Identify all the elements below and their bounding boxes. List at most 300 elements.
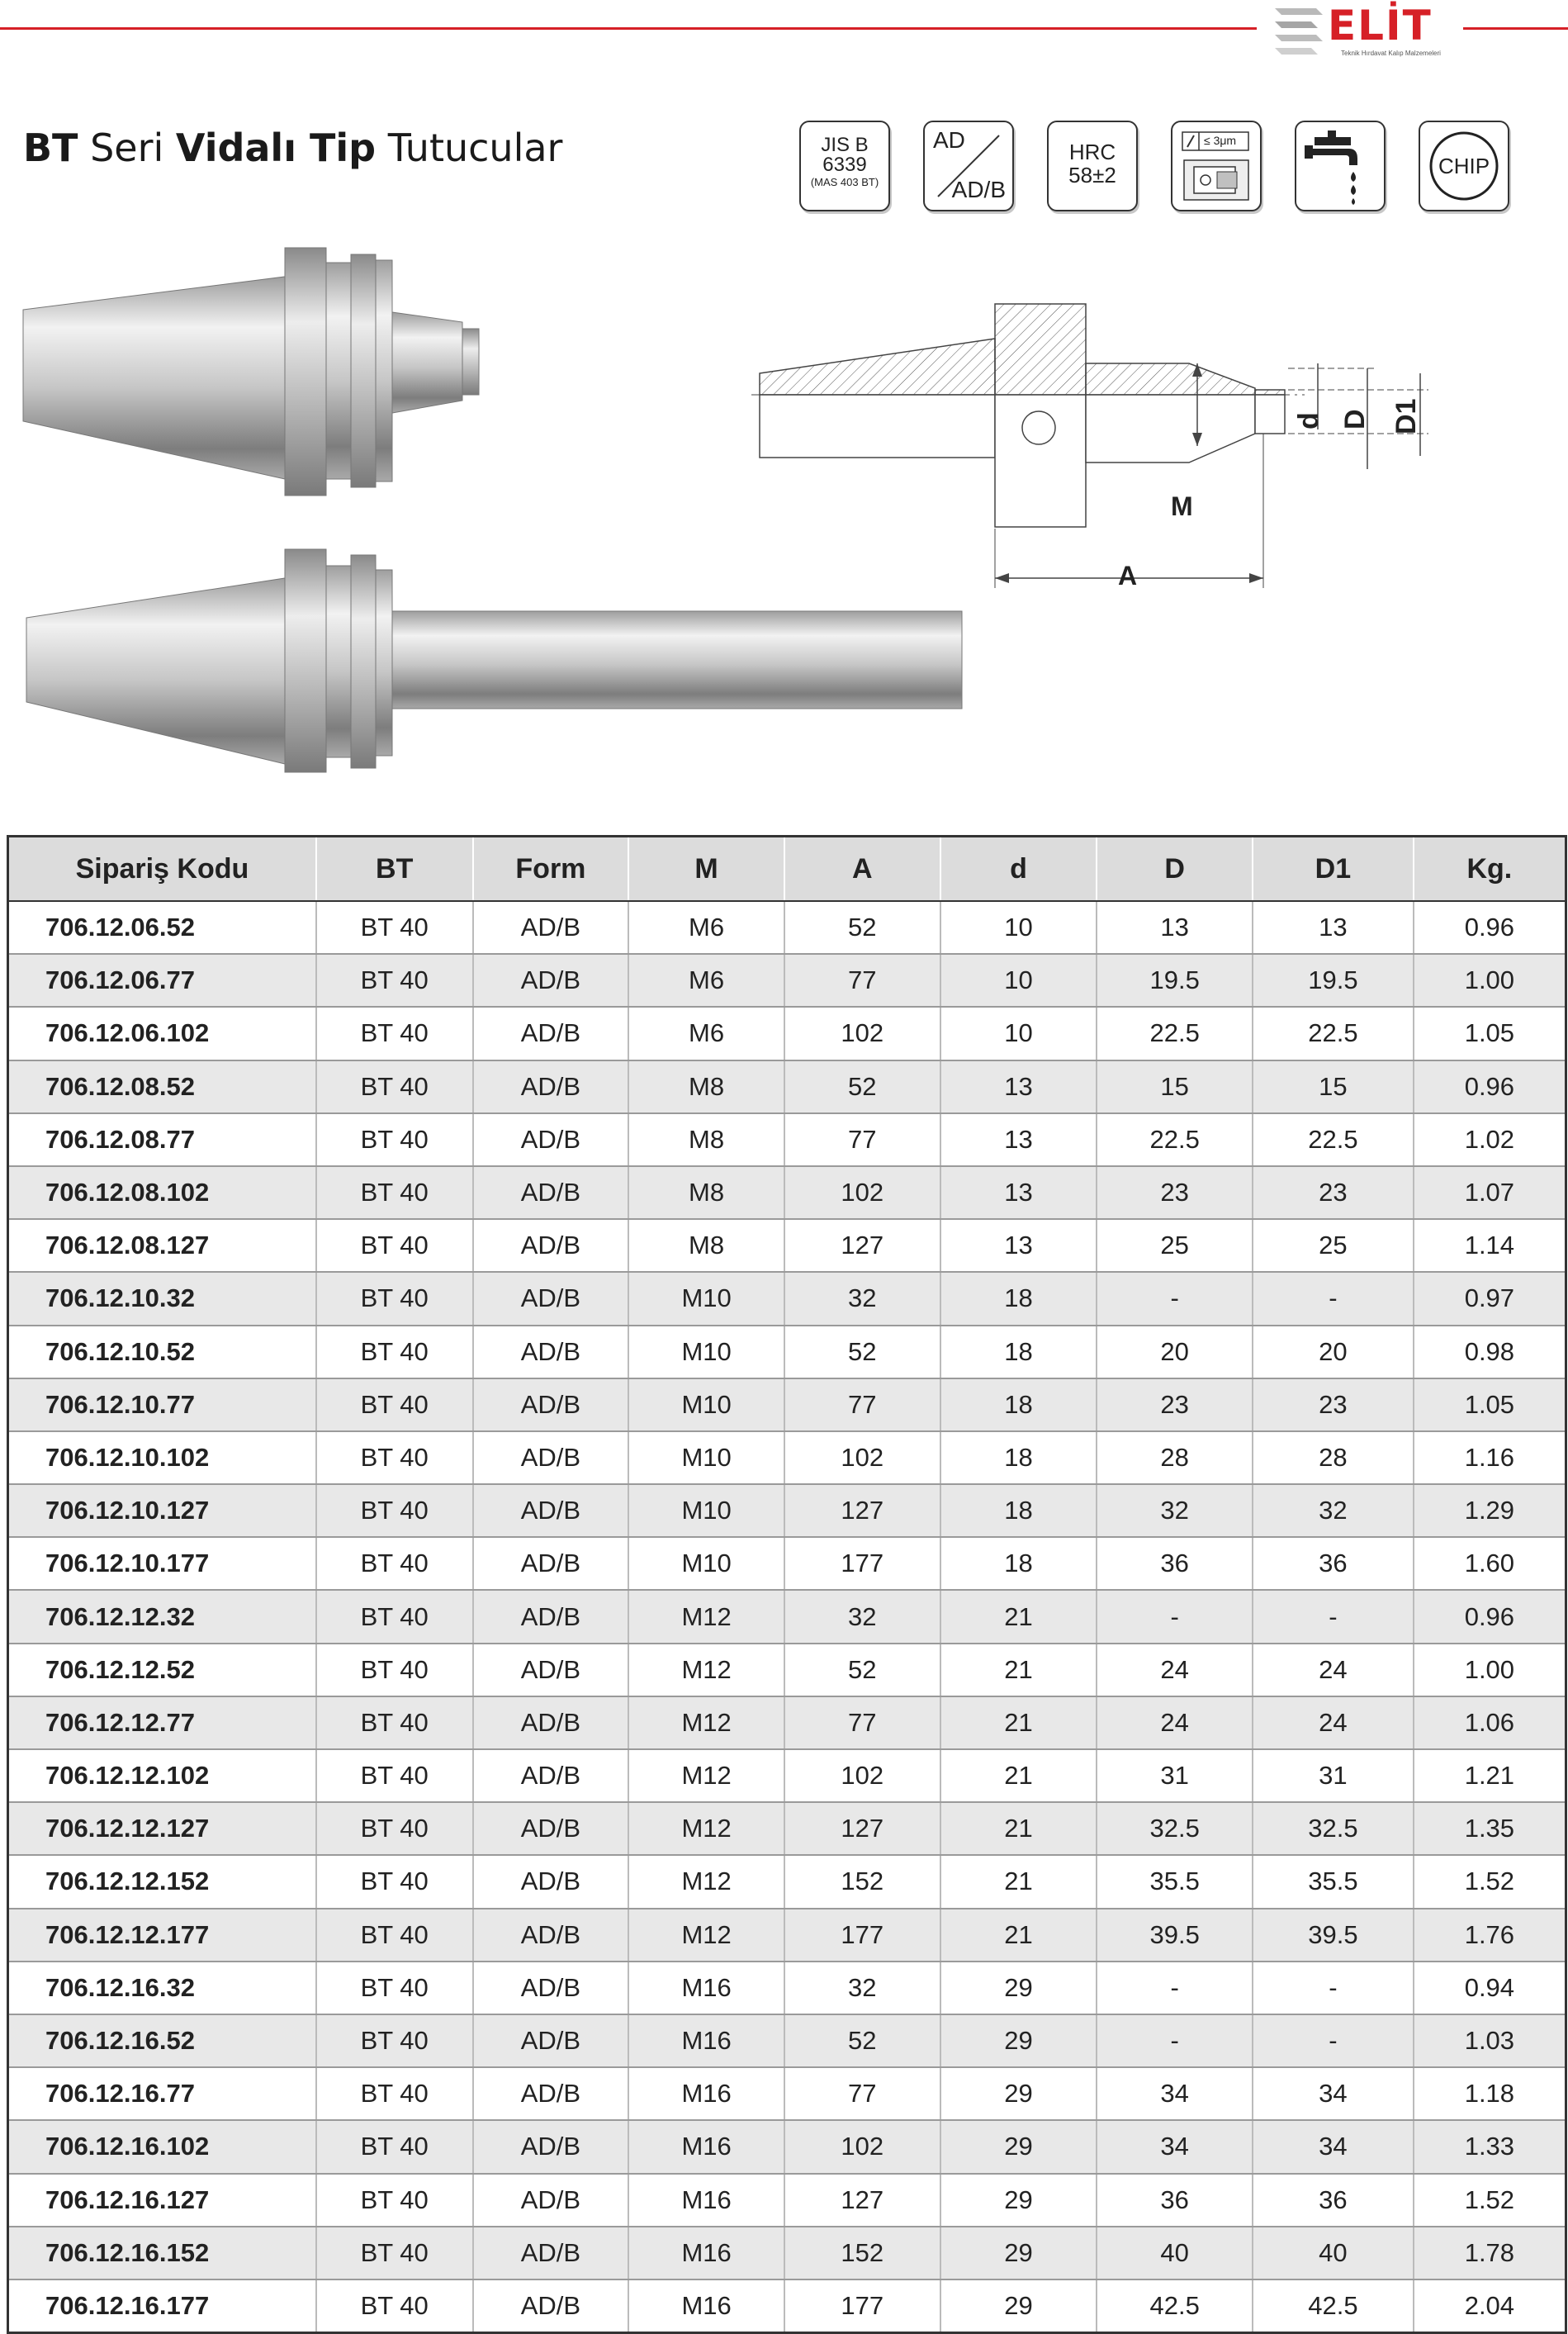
order-code-cell: 706.12.16.102	[8, 2120, 316, 2173]
table-cell: 1.18	[1414, 2067, 1566, 2120]
order-code-cell: 706.12.12.177	[8, 1909, 316, 1962]
table-cell: 32.5	[1097, 1802, 1253, 1855]
table-cell: 18	[940, 1326, 1097, 1378]
table-row	[8, 2067, 1566, 2120]
table-cell: 127	[784, 2174, 940, 2227]
table-cell: 0.96	[1414, 1060, 1566, 1113]
table-cell: 13	[940, 1166, 1097, 1219]
table-cell: AD/B	[473, 901, 629, 954]
table-row	[8, 1219, 1566, 1272]
table-cell: 1.14	[1414, 1219, 1566, 1272]
table-row	[8, 1326, 1566, 1378]
table-cell: 29	[940, 1962, 1097, 2014]
table-cell: 18	[940, 1537, 1097, 1590]
table-cell: 18	[940, 1484, 1097, 1537]
table-cell: M10	[628, 1272, 784, 1325]
table-cell: 21	[940, 1590, 1097, 1643]
table-cell: M6	[628, 954, 784, 1007]
table-cell: AD/B	[473, 1378, 629, 1431]
table-cell: BT 40	[316, 1272, 473, 1325]
table-cell: 10	[940, 1007, 1097, 1060]
table-row	[8, 1378, 1566, 1431]
title-holders: Tutucular	[387, 126, 563, 170]
table-cell: AD/B	[473, 1962, 629, 2014]
order-code-cell: 706.12.12.127	[8, 1802, 316, 1855]
table-cell: BT 40	[316, 1909, 473, 1962]
column-header: Kg.	[1414, 837, 1566, 902]
spec-table	[7, 835, 1567, 2334]
table-cell: AD/B	[473, 2279, 629, 2333]
coolant-badge	[1295, 121, 1386, 211]
table-cell: 77	[784, 2067, 940, 2120]
table-cell: 34	[1253, 2120, 1414, 2173]
table-cell: 102	[784, 1749, 940, 1802]
order-code-cell: 706.12.16.32	[8, 1962, 316, 2014]
table-cell: AD/B	[473, 1749, 629, 1802]
table-cell: 23	[1097, 1166, 1253, 1219]
table-row	[8, 2227, 1566, 2279]
table-cell: 18	[940, 1431, 1097, 1484]
table-cell: 25	[1253, 1219, 1414, 1272]
tool-holder-long-image	[26, 549, 962, 772]
dimension-label-D1: D1	[1390, 398, 1422, 434]
page-title	[23, 126, 562, 170]
order-code-cell: 706.12.10.177	[8, 1537, 316, 1590]
table-cell: 102	[784, 2120, 940, 2173]
table-cell: 19.5	[1253, 954, 1414, 1007]
table-cell: BT 40	[316, 2174, 473, 2227]
table-cell: M8	[628, 1060, 784, 1113]
table-cell: 21	[940, 1644, 1097, 1696]
table-header-row	[8, 837, 1566, 902]
table-cell: 23	[1253, 1166, 1414, 1219]
column-header: Form	[473, 837, 629, 902]
table-cell: 1.78	[1414, 2227, 1566, 2279]
table-cell: 152	[784, 2227, 940, 2279]
table-cell: 177	[784, 1909, 940, 1962]
table-cell: AD/B	[473, 1272, 629, 1325]
table-cell: 19.5	[1097, 954, 1253, 1007]
table-cell: 21	[940, 1909, 1097, 1962]
table-cell: 34	[1253, 2067, 1414, 2120]
table-cell: 1.02	[1414, 1113, 1566, 1166]
table-cell: 102	[784, 1166, 940, 1219]
column-header: BT	[316, 837, 473, 902]
column-header: A	[784, 837, 940, 902]
brand-name: ELİT	[1328, 2, 1433, 50]
tool-holder-short-image	[23, 248, 479, 496]
table-cell: 18	[940, 1378, 1097, 1431]
table-cell: BT 40	[316, 1378, 473, 1431]
jis-line1: JIS B	[821, 134, 869, 156]
table-cell: 24	[1097, 1644, 1253, 1696]
table-cell: -	[1253, 2014, 1414, 2067]
order-code-cell: 706.12.10.102	[8, 1431, 316, 1484]
table-cell: -	[1097, 1272, 1253, 1325]
table-cell: 22.5	[1253, 1007, 1414, 1060]
table-cell: 32	[784, 1272, 940, 1325]
table-cell: 15	[1253, 1060, 1414, 1113]
table-cell: 10	[940, 954, 1097, 1007]
order-code-cell: 706.12.06.77	[8, 954, 316, 1007]
hrc-line1: HRC	[1068, 140, 1116, 164]
table-row	[8, 1696, 1566, 1749]
table-cell: 21	[940, 1855, 1097, 1908]
table-cell: 20	[1097, 1326, 1253, 1378]
table-cell: AD/B	[473, 2227, 629, 2279]
table-cell: AD/B	[473, 954, 629, 1007]
brand-logo	[1270, 3, 1465, 61]
table-cell: 15	[1097, 1060, 1253, 1113]
technical-section-drawing	[751, 304, 1428, 588]
table-cell: BT 40	[316, 2067, 473, 2120]
table-cell: 1.06	[1414, 1696, 1566, 1749]
table-cell: 77	[784, 954, 940, 1007]
table-row	[8, 1644, 1566, 1696]
table-cell: AD/B	[473, 1484, 629, 1537]
table-cell: AD/B	[473, 1696, 629, 1749]
coolant-tap-icon	[1296, 122, 1384, 210]
table-cell: M12	[628, 1802, 784, 1855]
table-cell: AD/B	[473, 1644, 629, 1696]
table-cell: 25	[1097, 1219, 1253, 1272]
form-top-label: AD	[933, 127, 965, 153]
order-code-cell: 706.12.16.152	[8, 2227, 316, 2279]
table-cell: 0.97	[1414, 1272, 1566, 1325]
table-cell: 29	[940, 2227, 1097, 2279]
table-cell: AD/B	[473, 2120, 629, 2173]
table-cell: 152	[784, 1855, 940, 1908]
table-row	[8, 1909, 1566, 1962]
table-cell: 22.5	[1253, 1113, 1414, 1166]
table-cell: BT 40	[316, 901, 473, 954]
order-code-cell: 706.12.12.32	[8, 1590, 316, 1643]
hrc-line2: 58±2	[1068, 163, 1116, 187]
table-row	[8, 901, 1566, 954]
table-cell: 1.21	[1414, 1749, 1566, 1802]
table-cell: 0.96	[1414, 901, 1566, 954]
table-cell: M16	[628, 2120, 784, 2173]
table-cell: AD/B	[473, 1007, 629, 1060]
table-row	[8, 2279, 1566, 2333]
table-cell: BT 40	[316, 1749, 473, 1802]
table-row	[8, 1113, 1566, 1166]
table-cell: BT 40	[316, 1166, 473, 1219]
order-code-cell: 706.12.10.52	[8, 1326, 316, 1378]
dimension-label-D: D	[1339, 409, 1371, 429]
table-cell: BT 40	[316, 1962, 473, 2014]
table-cell: 24	[1253, 1644, 1414, 1696]
order-code-cell: 706.12.16.127	[8, 2174, 316, 2227]
table-cell: 29	[940, 2014, 1097, 2067]
chip-label: CHIP	[1438, 154, 1490, 178]
table-row	[8, 1060, 1566, 1113]
table-cell: 24	[1253, 1696, 1414, 1749]
table-cell: 1.05	[1414, 1378, 1566, 1431]
title-series: Seri	[90, 126, 164, 170]
table-cell: 21	[940, 1802, 1097, 1855]
table-cell: M6	[628, 901, 784, 954]
order-code-cell: 706.12.10.32	[8, 1272, 316, 1325]
table-row	[8, 2120, 1566, 2173]
table-cell: 177	[784, 1537, 940, 1590]
table-cell: M12	[628, 1644, 784, 1696]
dimension-label-A: A	[1118, 561, 1138, 591]
table-cell: M8	[628, 1166, 784, 1219]
table-cell: 1.05	[1414, 1007, 1566, 1060]
table-cell: 77	[784, 1378, 940, 1431]
table-cell: BT 40	[316, 1431, 473, 1484]
column-header: d	[940, 837, 1097, 902]
title-type: Vidalı Tip	[175, 126, 377, 170]
column-header: Sipariş Kodu	[8, 837, 316, 902]
tool-holder-drawings	[0, 223, 1568, 801]
table-cell: 127	[784, 1219, 940, 1272]
table-cell: 177	[784, 2279, 940, 2333]
table-row	[8, 2174, 1566, 2227]
table-cell: 32.5	[1253, 1802, 1414, 1855]
table-cell: 32	[784, 1962, 940, 2014]
table-cell: 35.5	[1253, 1855, 1414, 1908]
table-cell: 1.00	[1414, 1644, 1566, 1696]
order-code-cell: 706.12.08.77	[8, 1113, 316, 1166]
brand-tagline: Teknik Hırdavat Kalıp Malzemeleri	[1341, 50, 1441, 57]
table-cell: M16	[628, 1962, 784, 2014]
table-cell: 0.94	[1414, 1962, 1566, 2014]
table-cell: 1.76	[1414, 1909, 1566, 1962]
table-cell: AD/B	[473, 1219, 629, 1272]
table-cell: 10	[940, 901, 1097, 954]
table-cell: AD/B	[473, 2014, 629, 2067]
table-cell: 29	[940, 2279, 1097, 2333]
order-code-cell: 706.12.16.177	[8, 2279, 316, 2333]
table-cell: 39.5	[1097, 1909, 1253, 1962]
table-cell: BT 40	[316, 1219, 473, 1272]
table-cell: 21	[940, 1749, 1097, 1802]
order-code-cell: 706.12.08.52	[8, 1060, 316, 1113]
table-cell: -	[1097, 1962, 1253, 2014]
table-cell: M6	[628, 1007, 784, 1060]
order-code-cell: 706.12.12.77	[8, 1696, 316, 1749]
table-cell: AD/B	[473, 1431, 629, 1484]
table-cell: 42.5	[1253, 2279, 1414, 2333]
table-cell: AD/B	[473, 1590, 629, 1643]
table-cell: 1.16	[1414, 1431, 1566, 1484]
table-cell: 40	[1097, 2227, 1253, 2279]
table-cell: 102	[784, 1007, 940, 1060]
table-cell: 29	[940, 2120, 1097, 2173]
table-row	[8, 1431, 1566, 1484]
table-cell: AD/B	[473, 2174, 629, 2227]
table-cell: 0.98	[1414, 1326, 1566, 1378]
table-cell: BT 40	[316, 1590, 473, 1643]
table-row	[8, 954, 1566, 1007]
spec-table-body	[8, 901, 1566, 2333]
table-cell: 1.29	[1414, 1484, 1566, 1537]
table-cell: 22.5	[1097, 1007, 1253, 1060]
jis-line2: 6339	[822, 154, 867, 176]
order-code-cell: 706.12.10.77	[8, 1378, 316, 1431]
brand-logo-icon	[1270, 3, 1328, 58]
table-cell: 28	[1097, 1431, 1253, 1484]
table-cell: 22.5	[1097, 1113, 1253, 1166]
table-cell: M16	[628, 2227, 784, 2279]
table-row	[8, 1272, 1566, 1325]
table-cell: BT 40	[316, 1113, 473, 1166]
table-cell: 32	[784, 1590, 940, 1643]
table-cell: 1.35	[1414, 1802, 1566, 1855]
table-cell: AD/B	[473, 2067, 629, 2120]
order-code-cell: 706.12.06.52	[8, 901, 316, 954]
table-cell: 1.07	[1414, 1166, 1566, 1219]
order-code-cell: 706.12.16.52	[8, 2014, 316, 2067]
table-cell: M12	[628, 1696, 784, 1749]
table-cell: BT 40	[316, 2014, 473, 2067]
table-cell: 39.5	[1253, 1909, 1414, 1962]
table-cell: -	[1097, 1590, 1253, 1643]
table-cell: M12	[628, 1749, 784, 1802]
table-cell: BT 40	[316, 1326, 473, 1378]
table-cell: AD/B	[473, 1802, 629, 1855]
table-cell: 28	[1253, 1431, 1414, 1484]
column-header: D1	[1253, 837, 1414, 902]
table-cell: M16	[628, 2014, 784, 2067]
table-cell: -	[1253, 1272, 1414, 1325]
table-cell: 36	[1253, 2174, 1414, 2227]
table-cell: 23	[1253, 1378, 1414, 1431]
table-cell: 52	[784, 1060, 940, 1113]
column-header: M	[628, 837, 784, 902]
table-cell: 127	[784, 1484, 940, 1537]
title-series-prefix: BT	[23, 126, 78, 170]
table-cell: M10	[628, 1484, 784, 1537]
table-cell: 13	[1097, 901, 1253, 954]
table-cell: BT 40	[316, 2120, 473, 2173]
table-cell: BT 40	[316, 1060, 473, 1113]
form-bottom-label: AD/B	[951, 177, 1006, 202]
table-cell: M10	[628, 1326, 784, 1378]
table-cell: 29	[940, 2067, 1097, 2120]
table-cell: BT 40	[316, 1537, 473, 1590]
header-rule-right	[1463, 27, 1568, 30]
table-cell: BT 40	[316, 1007, 473, 1060]
table-cell: 32	[1097, 1484, 1253, 1537]
form-badge	[923, 121, 1014, 211]
order-code-cell: 706.12.08.127	[8, 1219, 316, 1272]
table-row	[8, 1166, 1566, 1219]
table-cell: 2.04	[1414, 2279, 1566, 2333]
table-cell: AD/B	[473, 1326, 629, 1378]
table-cell: 77	[784, 1113, 940, 1166]
dimension-label-d: d	[1293, 412, 1324, 429]
table-cell: 13	[940, 1060, 1097, 1113]
table-cell: 42.5	[1097, 2279, 1253, 2333]
table-cell: M8	[628, 1113, 784, 1166]
table-cell: 52	[784, 1326, 940, 1378]
table-cell: M12	[628, 1590, 784, 1643]
table-cell: 29	[940, 2174, 1097, 2227]
table-cell: 13	[940, 1113, 1097, 1166]
table-cell: 31	[1253, 1749, 1414, 1802]
table-cell: 127	[784, 1802, 940, 1855]
table-cell: 52	[784, 1644, 940, 1696]
table-cell: -	[1253, 1962, 1414, 2014]
order-code-cell: 706.12.12.152	[8, 1855, 316, 1908]
chip-badge	[1419, 121, 1509, 211]
runout-badge	[1171, 121, 1262, 211]
table-cell: BT 40	[316, 954, 473, 1007]
table-cell: AD/B	[473, 1855, 629, 1908]
order-code-cell: 706.12.12.102	[8, 1749, 316, 1802]
table-row	[8, 2014, 1566, 2067]
table-cell: 1.52	[1414, 2174, 1566, 2227]
table-cell: 18	[940, 1272, 1097, 1325]
table-cell: 35.5	[1097, 1855, 1253, 1908]
table-cell: 1.00	[1414, 954, 1566, 1007]
table-row	[8, 1855, 1566, 1908]
order-code-cell: 706.12.10.127	[8, 1484, 316, 1537]
table-row	[8, 1007, 1566, 1060]
table-cell: 36	[1097, 2174, 1253, 2227]
table-cell: BT 40	[316, 1644, 473, 1696]
table-row	[8, 1962, 1566, 2014]
order-code-cell: 706.12.06.102	[8, 1007, 316, 1060]
table-cell: 40	[1253, 2227, 1414, 2279]
table-cell: 1.60	[1414, 1537, 1566, 1590]
table-cell: BT 40	[316, 1855, 473, 1908]
jis-badge	[799, 121, 890, 211]
table-cell: M10	[628, 1431, 784, 1484]
table-cell: AD/B	[473, 1537, 629, 1590]
table-row	[8, 1537, 1566, 1590]
table-cell: BT 40	[316, 1484, 473, 1537]
table-cell: -	[1097, 2014, 1253, 2067]
table-cell: 34	[1097, 2120, 1253, 2173]
table-cell: AD/B	[473, 1060, 629, 1113]
table-cell: M16	[628, 2174, 784, 2227]
dimension-label-M: M	[1171, 491, 1193, 521]
table-cell: 1.03	[1414, 2014, 1566, 2067]
table-row	[8, 1802, 1566, 1855]
table-row	[8, 1749, 1566, 1802]
table-cell: M8	[628, 1219, 784, 1272]
table-cell: 31	[1097, 1749, 1253, 1802]
table-cell: 23	[1097, 1378, 1253, 1431]
table-cell: M12	[628, 1855, 784, 1908]
table-cell: -	[1253, 1590, 1414, 1643]
table-cell: 13	[940, 1219, 1097, 1272]
table-row	[8, 1484, 1566, 1537]
table-cell: 13	[1253, 901, 1414, 954]
table-row	[8, 1590, 1566, 1643]
column-header: D	[1097, 837, 1253, 902]
table-cell: 34	[1097, 2067, 1253, 2120]
table-cell: M10	[628, 1378, 784, 1431]
table-cell: M12	[628, 1909, 784, 1962]
order-code-cell: 706.12.12.52	[8, 1644, 316, 1696]
order-code-cell: 706.12.08.102	[8, 1166, 316, 1219]
table-cell: BT 40	[316, 2279, 473, 2333]
runout-label: ≤ 3μm	[1204, 134, 1237, 147]
table-cell: 102	[784, 1431, 940, 1484]
table-cell: 52	[784, 901, 940, 954]
table-cell: BT 40	[316, 1696, 473, 1749]
table-cell: 20	[1253, 1326, 1414, 1378]
table-cell: BT 40	[316, 2227, 473, 2279]
order-code-cell: 706.12.16.77	[8, 2067, 316, 2120]
table-cell: 24	[1097, 1696, 1253, 1749]
table-cell: AD/B	[473, 1166, 629, 1219]
